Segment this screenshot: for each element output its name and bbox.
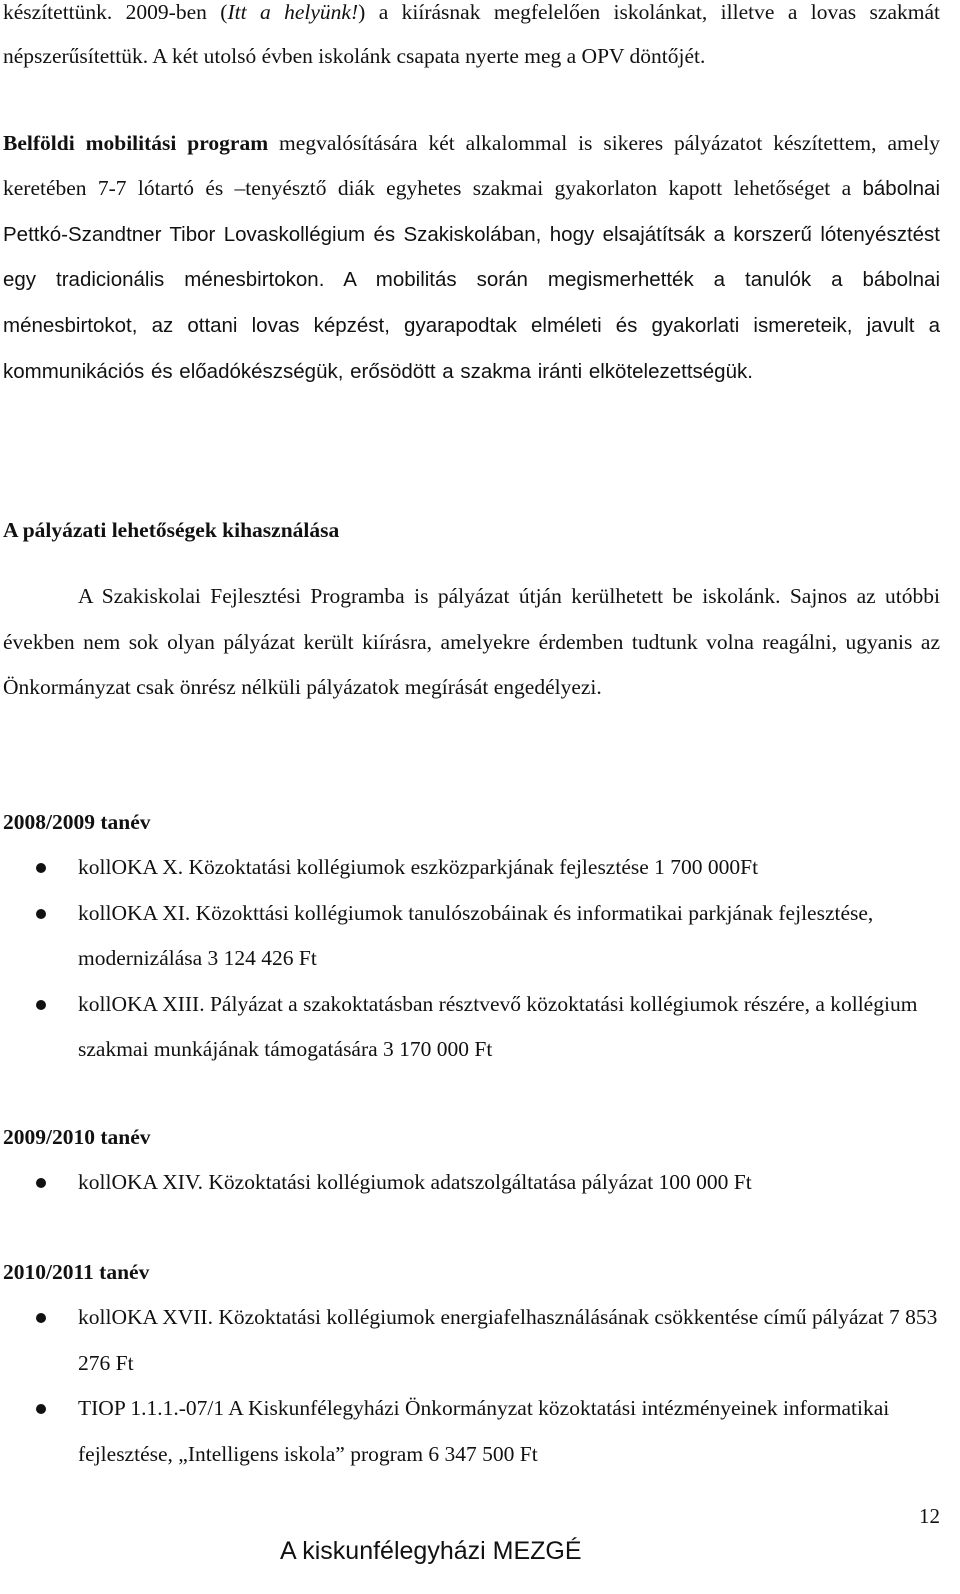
year-heading-2008-2009: 2008/2009 tanév: [3, 810, 151, 834]
intro-text-start: készítettünk. 2009-ben (: [3, 0, 228, 24]
mobility-text-sans: bábolnai Pettkó-Szandtner Tibor Lovaskollégium és Szakiskolában, hogy elsajátítsák a korszerű lótenyésztést egy tradicionális ménesbirtokon.: [3, 176, 940, 292]
list-item: kollOKA XIII. Pályázat a szakoktatásban résztvevő közoktatási kollégiumok részére, a kollégium szakmai munkájának támogatására 3 170 000 Ft: [0, 982, 940, 1073]
list-item: TIOP 1.1.1.-07/1 A Kiskunfélegyházi Önkormányzat közoktatási intézményeinek informatikai fejlesztése, „Intelligens iskola” program 6 347 500 Ft: [0, 1386, 940, 1477]
year-heading-2009-2010: 2009/2010 tanév: [3, 1125, 151, 1149]
section-paragraph: A Szakiskolai Fejlesztési Programba is pályázat útján kerülhetett be iskolánk. Sajnos az utóbbi években nem sok olyan pályázat került kiírásra, amelyekre érdemben tudtunk volna reagálni, ugyanis az Önkormányzat csak önrész nélküli pályázatok megírását engedélyezi.: [3, 584, 940, 699]
intro-paragraph: [3, 0, 940, 78]
section-heading: A pályázati lehetőségek kihasználása: [3, 518, 340, 542]
page-number: 12: [919, 1504, 940, 1528]
mobility-text-tail: A mobilitás során megismerhették a tanulók a bábolnai ménesbirtokot, az ottani lovas képzést, gyarapodtak elméleti és gyakorlati ismereteik, javult a kommunikációs és előadókészségük, erősödött a szakma iránti elkötelezettségük.: [3, 268, 940, 383]
grant-list-2010-2011: [0, 1295, 940, 1477]
mobility-paragraph: [3, 121, 940, 395]
year-heading-2010-2011: 2010/2011 tanév: [3, 1260, 150, 1284]
list-item: kollOKA XI. Közokttási kollégiumok tanulószobáinak és informatikai parkjának fejlesztése, modernizálása 3 124 426 Ft: [0, 891, 940, 982]
list-item: kollOKA XVII. Közoktatási kollégiumok energiafelhasználásának csökkentése című pályázat 7 853 276 Ft: [0, 1295, 940, 1386]
grant-list-2008-2009: [0, 845, 940, 1073]
intro-italic-title: Itt a helyünk!: [227, 0, 359, 24]
list-item: kollOKA XIV. Közoktatási kollégiumok adatszolgáltatása pályázat 100 000 Ft: [0, 1160, 940, 1206]
mobility-text-serif: megvalósítására két alkalommal is sikeres pályázatot készítettem, amely keretében 7-7 lótartó és –tenyésztő diák egyhetes szakmai gyakorlaton kapott lehetőséget a: [3, 131, 940, 200]
grant-list-2009-2010: [0, 1160, 940, 1206]
mobility-program-title: Belföldi mobilitási program: [3, 131, 269, 155]
page-footer: A kiskunfélegyházi MEZGÉ: [280, 1537, 582, 1565]
intro-text-end: ) a kiírásnak megfelelően iskolánkat, illetve a lovas szakmát népszerűsítettük. A két utolsó évben iskolánk csapata nyerte meg a OPV döntőjét.: [3, 0, 940, 68]
list-item: kollOKA X. Közoktatási kollégiumok eszközparkjának fejlesztése 1 700 000Ft: [0, 845, 940, 891]
